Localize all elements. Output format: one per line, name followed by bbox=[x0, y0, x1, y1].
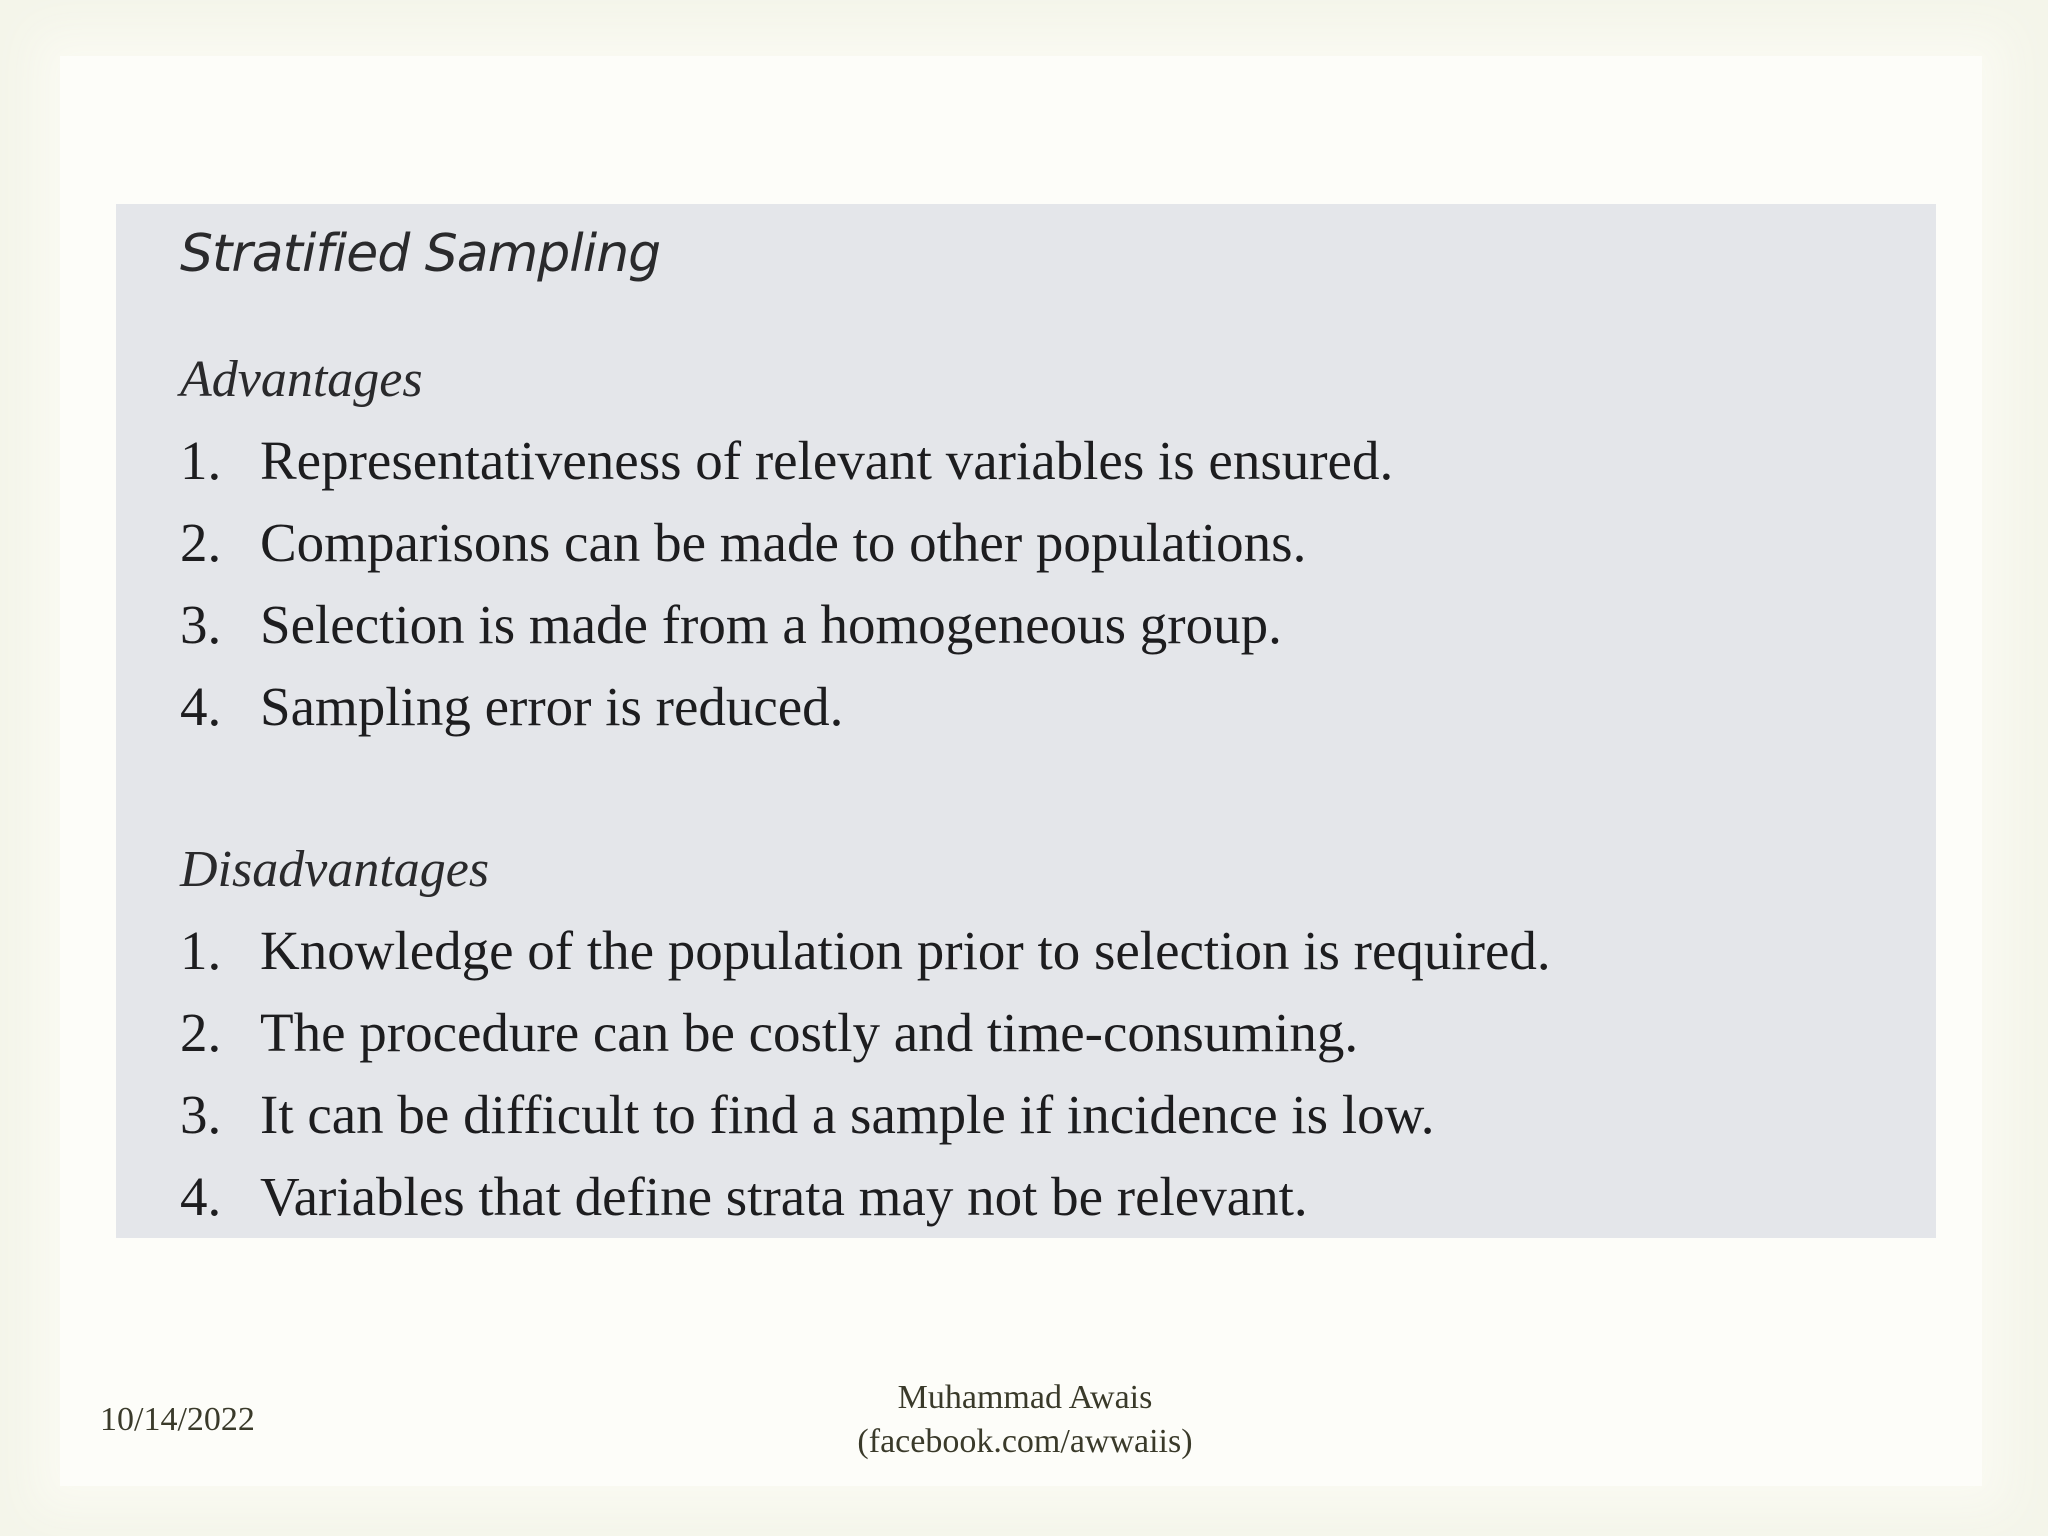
disadvantages-heading: Disadvantages bbox=[180, 841, 490, 898]
disadvantage-item-3 bbox=[180, 1074, 1551, 1156]
list-item-text: Sampling error is reduced. bbox=[260, 676, 844, 737]
list-item-text: Selection is made from a homogeneous group. bbox=[260, 594, 1282, 655]
list-item-text: Variables that define strata may not be relevant. bbox=[260, 1166, 1308, 1227]
list-number: 3. bbox=[180, 594, 222, 655]
list-item-text: Representativeness of relevant variables is ensured. bbox=[260, 430, 1394, 491]
disadvantage-item-1 bbox=[180, 910, 1551, 992]
advantages-section bbox=[180, 340, 1393, 748]
list-item-text: Comparisons can be made to other populations. bbox=[260, 512, 1307, 573]
disadvantage-item-4 bbox=[180, 1156, 1551, 1238]
list-item-text: The procedure can be costly and time-consuming. bbox=[260, 1002, 1359, 1063]
list-number: 4. bbox=[180, 1166, 222, 1227]
advantages-heading: Advantages bbox=[180, 351, 423, 408]
figure-title: Stratified Sampling bbox=[180, 224, 661, 284]
disadvantages-section bbox=[180, 830, 1551, 1238]
disadvantage-item-2 bbox=[180, 992, 1551, 1074]
disadvantages-list bbox=[180, 910, 1551, 1238]
list-number: 2. bbox=[180, 512, 222, 573]
author-link: (facebook.com/awwaiis) bbox=[857, 1423, 1193, 1460]
advantage-item-2 bbox=[180, 502, 1393, 584]
list-number: 1. bbox=[180, 430, 222, 491]
author-name: Muhammad Awais bbox=[897, 1379, 1153, 1416]
list-item-text: It can be difficult to find a sample if incidence is low. bbox=[260, 1084, 1435, 1145]
advantages-list bbox=[180, 420, 1393, 748]
figure-panel bbox=[116, 204, 1936, 1238]
list-item-text: Knowledge of the population prior to selection is required. bbox=[260, 920, 1551, 981]
advantage-item-1 bbox=[180, 420, 1393, 502]
footer-author bbox=[760, 1376, 1290, 1464]
advantage-item-3 bbox=[180, 584, 1393, 666]
advantage-item-4 bbox=[180, 666, 1393, 748]
list-number: 1. bbox=[180, 920, 222, 981]
list-number: 4. bbox=[180, 676, 222, 737]
footer-date: 10/14/2022 bbox=[100, 1401, 255, 1438]
list-number: 2. bbox=[180, 1002, 222, 1063]
list-number: 3. bbox=[180, 1084, 222, 1145]
